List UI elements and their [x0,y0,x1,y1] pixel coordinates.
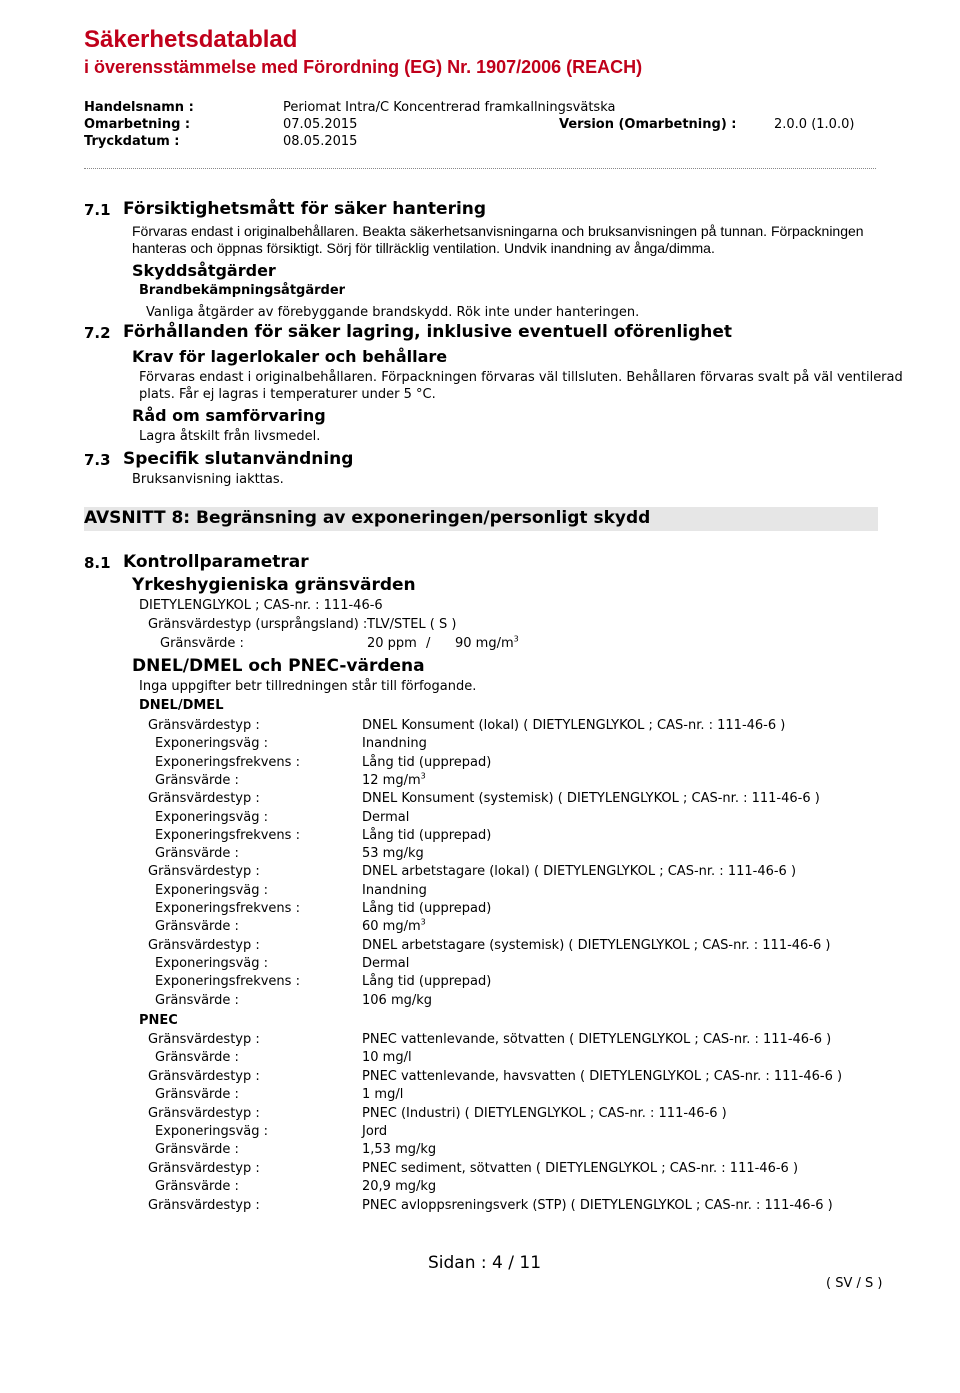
dnel-row-label: Gränsvärdestyp : [148,791,260,807]
dnel-row-value: Dermal [362,809,410,825]
pnec-row-value: 1,53 mg/kg [362,1142,437,1158]
pnec-row-label: Gränsvärdestyp : [148,1032,260,1047]
dnel-row-label: Exponeringsfrekvens : [155,901,300,916]
fire-protection-text: Vanliga åtgärder av förebyggande brandskydd. Rök inte under hanteringen. [146,305,640,320]
pnec-row-label: Gränsvärdestyp : [148,1068,260,1084]
header-divider [84,168,876,169]
dnel-row-label: Gränsvärdestyp : [148,937,260,953]
limit-type-value: TLV/STEL ( S ) [367,617,457,632]
occupational-limits-heading: Yrkeshygieniska gränsvärden [132,575,416,595]
limit-ppm: 20 ppm [367,636,417,651]
section-7-1-text-line2: hanteras och öppnas försiktigt. Sörj för tillräcklig ventilation. Undvik inandning av ånga/dimma. [132,240,715,256]
dnel-row-label: Gränsvärdestyp : [148,864,260,880]
dnel-row-label: Gränsvärde : [155,992,239,1008]
pnec-row-label: Gränsvärde : [155,1142,239,1158]
dnel-row-label: Exponeringsväg : [155,809,268,825]
dnel-row-label: Gränsvärde : [155,846,239,862]
dnel-row-label: Exponeringsfrekvens : [155,974,300,990]
section-7-1-text-line1: Förvaras endast i originalbehållaren. Beakta säkerhetsanvisningarna och bruksanvisningen på tunnan. Förpackningen [132,223,864,239]
dnel-row-label: Exponeringsfrekvens : [155,827,300,843]
section-7-2-number: 7.2 [84,324,111,342]
trade-name-label: Handelsnamn : [84,100,194,115]
dnel-row-value: DNEL Konsument (systemisk) ( DIETYLENGLYKOL ; CAS-nr. : 111-46-6 ) [362,791,820,807]
print-date-label: Tryckdatum : [84,134,180,149]
dnel-row-value: 106 mg/kg [362,992,433,1008]
dnel-row-label: Exponeringsväg : [155,955,268,971]
section-7-3-title: Specifik slutanvändning [123,449,354,469]
pnec-row-value: PNEC avloppsreningsverk (STP) ( DIETYLENGLYKOL ; CAS-nr. : 111-46-6 ) [362,1197,833,1213]
pnec-heading: PNEC [139,1013,178,1028]
pnec-row-label: Gränsvärdestyp : [148,1105,260,1121]
section-7-1-number: 7.1 [84,201,111,219]
dnel-row-label: Exponeringsfrekvens : [155,754,300,770]
substance-line: DIETYLENGLYKOL ; CAS-nr. : 111-46-6 [139,598,383,613]
dnel-row-value: Lång tid (upprepad) [362,901,492,916]
language-code: ( SV / S ) [826,1276,883,1291]
limit-separator: / [426,636,431,651]
trade-name-value: Periomat Intra/C Koncentrerad framkallningsvätska [283,100,616,115]
dnel-row-label: Exponeringsväg : [155,882,268,898]
document-title: Säkerhetsdatablad [84,26,298,53]
dnel-row-value: DNEL arbetstagare (lokal) ( DIETYLENGLYKOL ; CAS-nr. : 111-46-6 ) [362,864,797,880]
co-storage-text: Lagra åtskilt från livsmedel. [139,429,321,444]
document-subtitle: i överensstämmelse med Förordning (EG) Nr. 1907/2006 (REACH) [84,57,643,77]
dnel-row-value: DNEL arbetstagare (systemisk) ( DIETYLENGLYKOL ; CAS-nr. : 111-46-6 ) [362,937,831,953]
limit-type-label: Gränsvärdestyp (ursprångsland) : [148,617,368,632]
dnel-row-value: Inandning [362,882,427,898]
version-label: Version (Omarbetning) : [559,117,737,132]
dnel-row-value: Lång tid (upprepad) [362,827,492,843]
pnec-row-value: 10 mg/l [362,1050,412,1066]
dnel-row-label: Exponeringsväg : [155,736,268,752]
limit-mg: 90 $mg/m^3$ [455,634,519,651]
version-value: 2.0.0 (1.0.0) [774,117,855,132]
dnel-row-value: Dermal [362,955,410,971]
dnel-pnec-heading: DNEL/DMEL och PNEC-värdena [132,656,425,676]
dnel-row-value: DNEL Konsument (lokal) ( DIETYLENGLYKOL ; CAS-nr. : 111-46-6 ) [362,718,786,733]
co-storage-heading: Råd om samförvaring [132,406,326,425]
pnec-row-value: PNEC vattenlevande, havsvatten ( DIETYLENGLYKOL ; CAS-nr. : 111-46-6 ) [362,1068,843,1084]
pnec-row-label: Exponeringsväg : [155,1124,268,1139]
pnec-row-value: Jord [362,1124,388,1139]
pnec-row-label: Gränsvärde : [155,1050,239,1066]
dnel-row-label: Gränsvärde : [155,772,239,788]
dnel-row-value: 12 $mg/m^3$ [362,771,426,788]
dnel-row-label: Gränsvärde : [155,919,239,935]
dnel-row-value: Lång tid (upprepad) [362,974,492,990]
dnel-row-label: Gränsvärdestyp : [148,718,260,733]
dnel-row-value: Inandning [362,736,427,752]
pnec-row-value: 20,9 mg/kg [362,1179,437,1195]
dnel-row-value: 53 mg/kg [362,846,424,862]
section-8-1-title: Kontrollparametrar [123,552,309,572]
pnec-row-value: PNEC sediment, sötvatten ( DIETYLENGLYKOL ; CAS-nr. : 111-46-6 ) [362,1160,799,1176]
section-7-3-number: 7.3 [84,451,111,469]
storage-requirements-line1: Förvaras endast i originalbehållaren. Förpackningen förvaras väl tillsluten. Behållaren förvaras svalt på väl ventilerad [139,370,903,385]
page-number: Sidan : 4 / 11 [428,1253,542,1273]
pnec-row-value: 1 mg/l [362,1087,404,1103]
pnec-row-label: Gränsvärde : [155,1087,239,1103]
dnel-heading: DNEL/DMEL [139,698,224,713]
storage-requirements-line2: plats. Får ej lagras i temperaturer under 5 °C. [139,387,436,402]
storage-requirements-heading: Krav för lagerlokaler och behållare [132,347,448,366]
revised-label: Omarbetning : [84,117,191,132]
print-date-value: 08.05.2015 [283,134,358,149]
revised-value: 07.05.2015 [283,117,358,132]
pnec-row-label: Gränsvärdestyp : [148,1160,260,1176]
dnel-row-value: 60 $mg/m^3$ [362,917,426,935]
section-8-bar [84,507,878,531]
dnel-row-value: Lång tid (upprepad) [362,754,492,770]
dnel-pnec-text: Inga uppgifter betr tillredningen står till förfogande. [139,679,477,694]
pnec-row-label: Gränsvärdestyp : [148,1197,260,1213]
protective-measures-heading: Skyddsåtgärder [132,261,276,280]
pnec-row-value: PNEC vattenlevande, sötvatten ( DIETYLENGLYKOL ; CAS-nr. : 111-46-6 ) [362,1032,832,1047]
section-7-3-text: Bruksanvisning iakttas. [132,472,284,487]
section-7-1-title: Försiktighetsmått för säker hantering [123,199,487,219]
pnec-row-label: Gränsvärde : [155,1179,239,1195]
pnec-row-value: PNEC (Industri) ( DIETYLENGLYKOL ; CAS-nr. : 111-46-6 ) [362,1105,727,1121]
section-7-2-title: Förhållanden för säker lagring, inklusive eventuell oförenlighet [123,322,733,342]
section-8-title: AVSNITT 8: Begränsning av exponeringen/personligt skydd [84,508,651,528]
limit-value-label: Gränsvärde : [160,636,244,651]
section-8-1-number: 8.1 [84,554,111,572]
fire-protection-heading: Brandbekämpningsåtgärder [139,283,346,298]
